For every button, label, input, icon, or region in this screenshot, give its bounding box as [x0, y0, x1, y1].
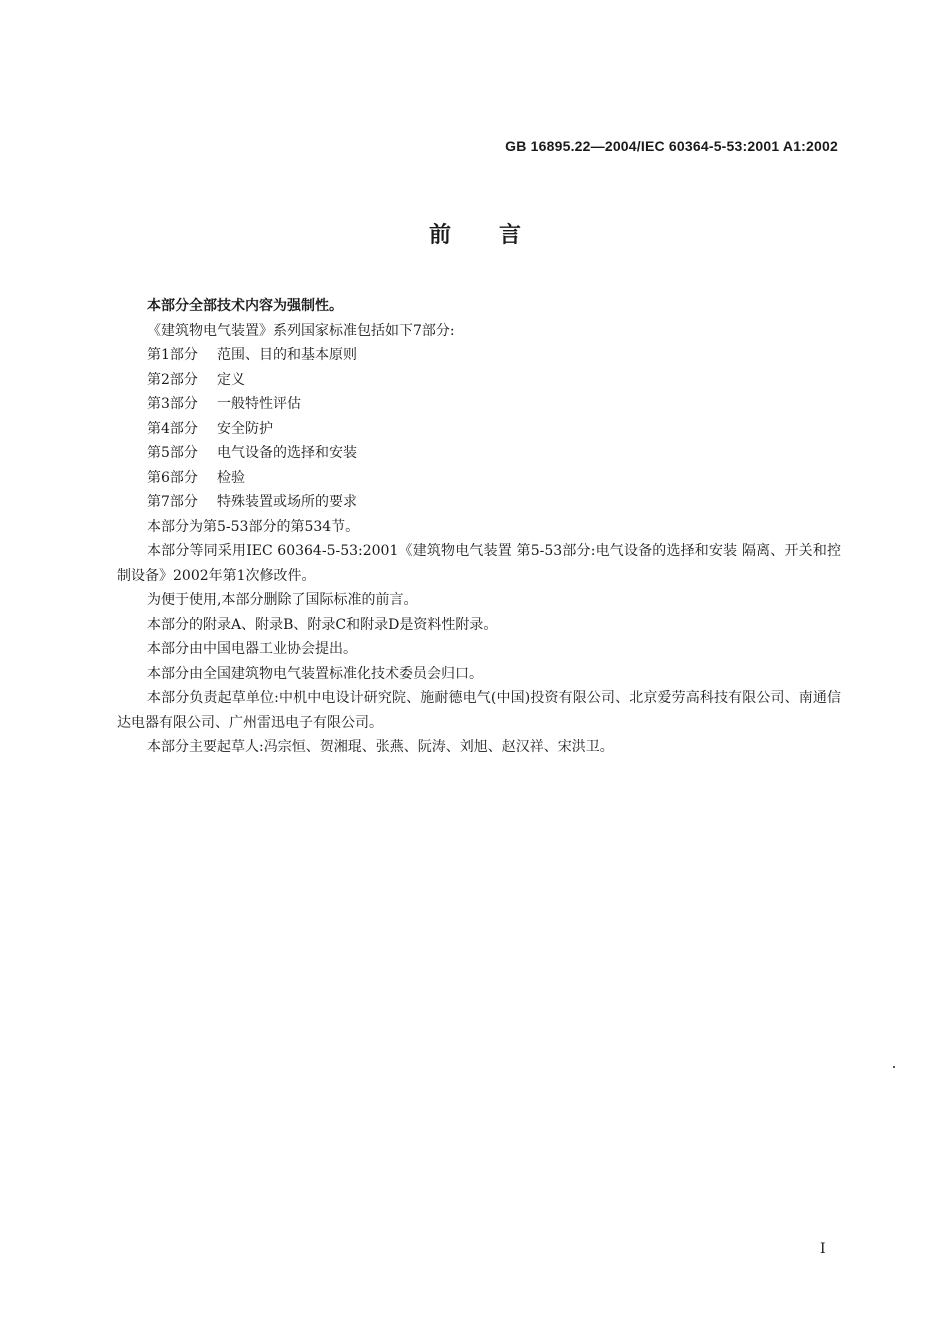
part-name: 检验 [217, 469, 245, 486]
scan-speck [893, 1066, 895, 1068]
foreword-body [117, 294, 841, 760]
part-number: 第4部分 [147, 420, 198, 437]
part-name: 特殊装置或场所的要求 [217, 494, 357, 510]
deletion-statement: 为便于使用,本部分删除了国际标准的前言。 [147, 592, 418, 608]
part-item [117, 392, 841, 417]
proposer-statement: 本部分由中国电器工业协会提出。 [147, 641, 357, 657]
standard-number-header: GB 16895.22—2004/IEC 60364-5-53:2001 A1:2002 [505, 138, 838, 154]
page-number: I [820, 1241, 826, 1257]
part-item [117, 343, 841, 368]
drafters: 本部分主要起草人:冯宗恒、贺湘琨、张燕、阮涛、刘旭、赵汉祥、宋洪卫。 [147, 739, 614, 755]
committee-statement: 本部分由全国建筑物电气装置标准化技术委员会归口。 [147, 665, 483, 682]
part-name: 定义 [217, 371, 245, 388]
part-name: 电气设备的选择和安装 [217, 445, 357, 461]
part-number: 第6部分 [147, 469, 198, 486]
page-title: 前言 [428, 223, 569, 248]
part-name: 范围、目的和基本原则 [217, 347, 357, 363]
part-number: 第3部分 [147, 396, 198, 412]
section-statement: 本部分为第5-53部分的第534节。 [147, 518, 360, 535]
part-item [117, 417, 841, 442]
parts-list [117, 343, 841, 515]
part-number: 第1部分 [147, 347, 198, 363]
drafting-units: 本部分负责起草单位:中机中电设计研究院、施耐德电气(中国)投资有限公司、北京爱劳高科技有限公司、南通信达电器有限公司、广州雷迅电子有限公司。 [117, 690, 841, 731]
part-item [117, 368, 841, 393]
part-item [117, 441, 841, 466]
adoption-statement: 本部分等同采用IEC 60364-5-53:2001《建筑物电气装置 第5-53部分:电气设备的选择和安装 隔离、开关和控制设备》2002年第1次修改件。 [117, 543, 841, 584]
part-number: 第2部分 [147, 371, 198, 388]
series-intro: 《建筑物电气装置》系列国家标准包括如下7部分: [147, 322, 455, 339]
part-number: 第7部分 [147, 494, 198, 510]
part-item [117, 466, 841, 491]
part-name: 一般特性评估 [217, 396, 301, 412]
part-item [117, 490, 841, 515]
part-name: 安全防护 [217, 420, 273, 437]
mandatory-statement: 本部分全部技术内容为强制性。 [147, 298, 343, 314]
annex-statement: 本部分的附录A、附录B、附录C和附录D是资料性附录。 [147, 616, 498, 633]
part-number: 第5部分 [147, 445, 198, 461]
